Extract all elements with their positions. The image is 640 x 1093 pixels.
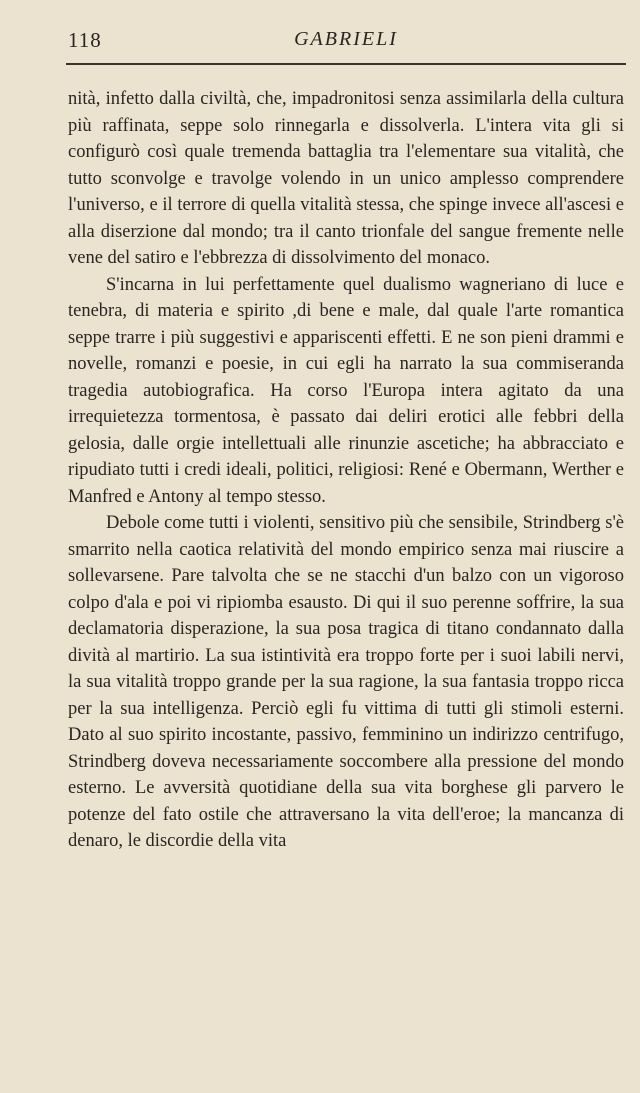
body-text <box>68 86 624 855</box>
page-header <box>68 26 624 58</box>
paragraph-2: S'incarna in lui perfettamente quel dualismo wagneriano di luce e tenebra, di materia e spirito ,di bene e male, dal quale l'arte romantica seppe trarre i più suggestivi e appariscenti effetti. E ne son pieni drammi e novelle, romanzi e poesie, in cui egli ha narrato la sua commiseranda tragedia autobiografica. Ha corso l'Europa intera agitato da una irrequietezza tormentosa, è passato dai deliri erotici alle febbri della gelosia, dalle orgie intellettuali alle rinunzie ascetiche; ha abbracciato e ripudiato tutti i credi ideali, politici, religiosi: René e Obermann, Werther e Manfred e Antony al tempo stesso. <box>68 274 624 507</box>
paragraph-1: nità, infetto dalla civiltà, che, impadronitosi senza assimilarla della cultura più raffinata, seppe solo rinnegarla e dissolverla. L'intera vita gli si configurò così quale tremenda battaglia tra l'elementare sua vitalità, che tutto sconvolge e travolge volendo in un unico amplesso comprendere l'universo, e il terrore di quella vitalità stessa, che spinge invece all'ascesi e alla diserzione dal mondo; tra il canto trionfale del sangue fremente nelle vene del satiro e l'ebbrezza di dissolvimento del monaco. <box>68 89 624 268</box>
page-number: 118 <box>68 28 102 52</box>
paragraph-3: Debole come tutti i violenti, sensitivo più che sensibile, Strindberg s'è smarrito nella caotica relatività del mondo empirico senza mai riuscire a sollevarsene. Pare talvolta che se ne stacchi d'un balzo con un vigoroso colpo d'ala e poi vi ripiomba esausto. Di qui il suo perenne soffrire, la sua declamatoria disperazione, la sua posa tragica di titano condannato dalla dività al martirio. La sua istintività era troppo forte per i suoi labili nervi, la sua vitalità troppo grande per la sua ragione, la sua fantasia troppo ricca per la sua intelligenza. Perciò egli fu vittima di tutti gli stimoli esterni. Dato al suo spirito incostante, passivo, femminino un indirizzo centrifugo, Strindberg doveva necessariamente soccombere alla pressione del mondo esterno. Le avversità quotidiane della sua vita borghese gli parvero le potenze del fato ostile che attraversano la vita dell'eroe; la mancanza di denaro, le discordie della vita <box>68 513 624 851</box>
header-rule <box>66 63 626 65</box>
running-head: GABRIELI <box>294 28 398 50</box>
